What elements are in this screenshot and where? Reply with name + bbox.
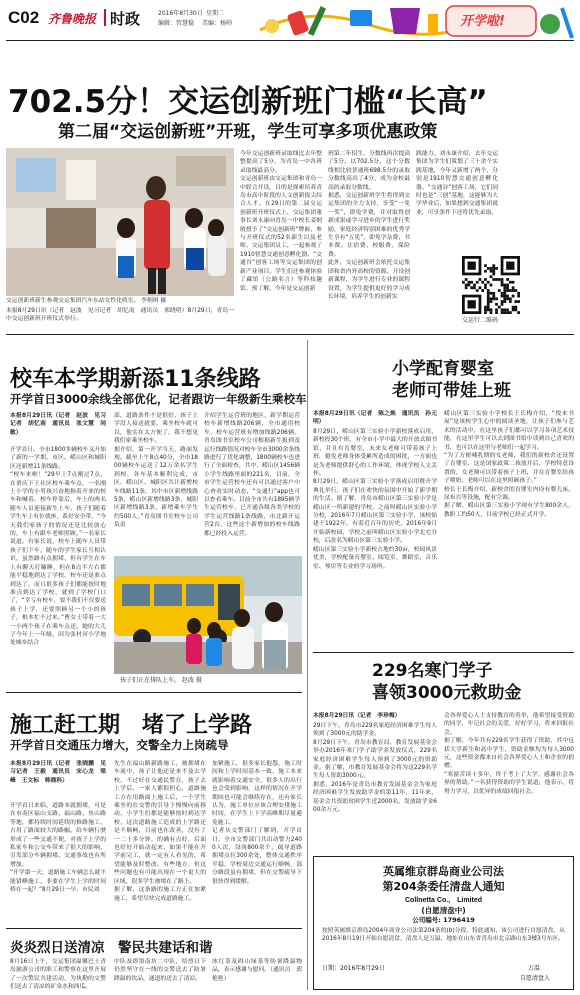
column-divider [307, 340, 308, 990]
aid-column-2: 会各界爱心人士支持教育的善举，他希望接受资助的同学，牢记社会的关爱，好好学习，将来回报社会。 据了解，今年共有229名学生获得了资助，其中包括大学新生和高中学生，资助金额均为每人3000元，这些资金都来自社会各界爱心人士和企业的捐赠。 “寒窗苦读十多年，终于考上了大学，感谢社会各界的帮助。”一名获得资助的学生说道，他表示，将努力学习，以优异的成绩回报社会。 [444, 713, 574, 795]
construction-byline: 本报8月29日讯（记者 张晓鹏 见习记者 王毅 通讯员 宋心龙 梁峰 王文标 韩鼎科） [10, 761, 106, 784]
section-name: 时政 [110, 10, 141, 28]
construction-subheadline: 开学首日交通压力增大，交警全力上岗疏导 [10, 738, 229, 752]
notice-company-cn: (自愿清盘中) [421, 906, 466, 915]
nursery-column-2: 崂山区第三实验小学校长王长梅介绍，“悦来书屋”是该校学生心中的阅读圣地，让孩子们参与艺术的活动中，在这里孩子们都可以学习各项艺术技能，在这里学生可以去到图书馆中读到自己喜欢的书，也可以在这里与老师们一起学习。 “为了方便哺乳期的女老师，我们的新校舍还设置了育婴室，这是国家政策二孩放开后，学校特意设置的，女老师可以带着孩子上班，并在育婴室给孩子喂奶，老师可以在这里照顾孩子。” 校长王长梅介绍，新校舍的育婴室内设有婴儿床、尿布台等设施，配有空调。 据了解，崂山区第三实验小学现有学生800余人，教职工约50人，目前学校已经正式开学。 [444, 411, 574, 518]
bus-photo-caption: 孩子们正在排队上车。 赵波 摄 [120, 677, 202, 684]
bus-photo [114, 556, 302, 674]
notice-signature: 万温 [528, 965, 541, 972]
paper-name: 齐鲁晚报 [48, 12, 97, 26]
lead-subheadline: 第二届“交运创新班”开班，学生可享多项优惠政策 [58, 122, 438, 142]
lead-bottom-rule [6, 334, 574, 335]
bus-bottom-rule [6, 692, 302, 693]
nursery-column-1: 8月29日，崂山区第三实验小学新校落成启用，新校投30个班，有全市小学中最大的开放式图书馆，并且有育婴室，未来女老师可带着孩子上班，避免老师身体受累所造成的困扰，一方面也是为老师提供舒心的工作环境，体现学校人文关怀。 8月29日，崂山区第三实验小学落成启用暨开学典礼举行，孩子们在欢快的氛围中开始了新学期的生活。据了解，青岛市崂山区第三实验小学是崂山区一所新建的学校，之前叫崂山区实验小学分校，2016年7月崂山区第三实验小学，该校始建于1922年，有着近百年的历史，2016年9月开始新校园，学校之前叫崂山区实验小学北宅分校，后改名为崂山区第三实验小学。 崂山区第三实验小学新校占地约30亩，校园风景优美，学校配备育婴室、阅览室、舞蹈室、音乐室、琴房等专业的学习场所。 [313, 429, 437, 570]
aid-column-1: 29日下午，青岛市229名家庭经济困难学生每人领到了3000元的助学金。 8月29日下午，青岛市教育局、教育发展基金会举办2016年寒门学子助学金发放仪式，229名家庭经济困难学生每人领到了3000元的资助金。据了解，市教育发展基金会将为这229名学生每人资助3000元。 据悉，2016年是青岛市教育发展基金会为家庭经济困难学生发放助学金的第11年，11年来，基金会共资助贫困学生近2000名，发放助学金600余万元。 [313, 723, 437, 814]
issue-date: 2016年8月30日 [158, 10, 203, 17]
construction-column-3: 加紧施工，很多家长抱怨，施工时间和上学时间基本一致，施工本来就影响着交通安全，很多人的出行也会受到影响，这样的情况在开学期间也可能会继续存在，还有家长认为，施工单位应该合理安排施工时间，在学生上下学高峰期尽量避免施工。 记者从交警部门了解到，开学首日，全市交警部门共出动警力2400人次，设岗800余个，疏导道路拥堵点位300余处，整体交通秩序平稳，学校周边交通运行顺畅，部分路段虽有拥堵，但在交警疏导下很快得到缓解。 [212, 761, 302, 885]
nursery-headline: 小学配育婴室 老师可带娃上班 [392, 359, 511, 401]
page-header [0, 0, 580, 40]
bus-headline: 校车本学期新添11条线路 [10, 367, 261, 392]
lead-photo-caption: 交运创新班新生参观交运集团汽车东站女性化收室。 李炳琪 摄 [6, 298, 167, 304]
notice-sign-date: 日期：2016年8月29日 [322, 965, 385, 972]
construction-column-1: 开学首日来临，道路本就拥堵，可是在市南区福山支路、福山路、鱼山路等地，都持续时间延续的修路施工，占用了路面较大的路幅，给车辆行驶形成了一些交通不便，对孩子上学的私家车和公交车带来了很大的影响，引发部分车辆拥堵、交通事故也有所增加。 “开学第一天，道路施工车辆怎么就不能错峰施工，非要在学生上学的时间桥在一起？”8月29日一早，市民刘 [10, 803, 106, 894]
bus-subheadline: 开学首日3000余线全部优化，记者跟访一年级新生乘校车 [10, 392, 307, 406]
notice-body: 按照英属维京群岛2004年商业公司法第204条的(b)分段，特此通知，该公司进行自愿清盘，从2016年8月19日开始自愿清盘，清盘人是万温，地址在山东省青岛市北京路山东3楼3号东区。 [322, 928, 565, 943]
banner-text: 开学啦! [460, 14, 505, 29]
notice-company-en: Collnetta Co., Limited [405, 897, 482, 904]
legal-notice [313, 856, 574, 990]
qr-code[interactable] [462, 256, 520, 314]
qr-caption: 交运行二维码 [462, 317, 499, 324]
nursery-bottom-rule [313, 652, 574, 653]
police-column-2: 中队及即墨南坊二中队，给烈日下仍然坚守在一线的交警送去了防暑降温的饮品，通道的送去了清凉。 [114, 959, 206, 982]
lead-photo [6, 148, 234, 296]
aid-headline: 229名寒门学子 喜领3000元救助金 [372, 661, 522, 703]
construction-bottom-rule [6, 928, 302, 929]
bus-column-2: 部，道路条件不是很好，孩子上学没人接送就要，乘坐校车就可以，他实在太方便了，我不想见我们家乘坐校车。 据介绍，第一开学当天，路面发现，截至上午8点40分，全市1800辆校车运送了12万余名学生到校，各车基本顺利完成，市区、崂山区、城阳区共计新增校车线路11条，其中市区新增线路5条，崂山区新增线路3条，城阳区新增线路3条，新增乘车学生约500人。”青岛图书室校车公司负责 [114, 413, 198, 529]
lead-column-3: 班第二年招生，分数线再次提高了5分，以702.5分，这个分数线相比较普通班698.5分的录取分数线高出了4分，成为金校最高的录取分数线。 据悉，交运创新班学生将得到交运集团的全力支持，享受“一免一奖”，即免学费，并对取得创新成果或学习进步的学生进行奖励，家庭经济特别困难的优秀学生享有“五免”，即免学杂费、书本费、住宿费、校服费、保险费。 此外，交运创新班会依托交运集团和省内外高校的资源，开设创新课程，为学生进行专业的课程设置，为学生提供更好的学习成长环境，培养学生的创新实 [328, 151, 410, 300]
construction-column-2: 先生在福山路新路施工，被拥堵在车流中，孩子让他还是来不及去学校，不过好在交通民警在，孩子去上学后，一家人都很担心，道路施工方在用路面上施工后，一个学生乘坐的在交警的引导下慢慢向前移动，小学生们都是能够按时到达学校，这次道路施工造成的上学路还是不顺畅，目前也在改善，没有了一二十多分钟，的确有点好，后面也好好开始动起来，如果不能在开学前完工，就一定有人看见的，希望能够及时整改。有些地方，但这些问题也有可能出现在一个更大的区域，很多学生被堵在了路上。 据了解，这条路的施工方正在加紧施工，希望尽快完成道路施工。 [114, 761, 206, 902]
page-code: C02 [8, 8, 40, 27]
bus-byline: 本报8月29日讯（记者 赵波 见习记者 胡忆南 通讯员 张文慧 同敏） [10, 413, 106, 436]
lead-column-2: 今年交运创新班录取线比去年整整提高了5分，为青岛一中各班录取线最高分。 交运创新班由交运集团和青岛一中联合开设，目的是探索培养青岛市高中阶段的人文创新拔尖综合人才。在29日的第二届交运创新班开班仪式上，交运集团董事长刘永康向青岛一中校长姜炳般授予了“交运创新班”牌匾，参与开班仪式的52名新生以及老师、交运集团员工，一起参观了1910智慧交通创意孵化器、“交通谷”创客工场等交运集团的创新产业项目，学生们还参观体验了藏馆（公路名言）等科技趣馆、预了解，今年是交运创新 [240, 151, 322, 292]
nursery-byline: 本报8月29日讯（记者 陈之焕 通讯员 孙元明） [313, 411, 437, 426]
bus-column-3: 介绍学生运营班的地区，新学期运营校车新增线路206辆，全市通用校车、校车运营班有增加线路206辆。青岛图书室校车公司根据新生报到及运行线路情况对校车全市3000余条线路进行了优化调整，1800辆校车也进行了全面检查，共中，崂山区1456辆小学生线路里面的221名，目前，全市学生运营校车还有可以通过客户中心查看实时动态，“交通行”app也可以查看乘车。目前全市共有1895辆学生运营校车，已开通各级各类学校的学生运营线路1条线路，市北新开运营2台，这些这个新增加的校车线路都已经投入运营。 [204, 413, 300, 537]
police-column-1: 8月16日上午，交运集团温馨巴士青岛旅游公司的职工和警察在这里开展了一次警民共建活动，为执勤的交警们送去了清凉的矿泉水和西瓜。 [10, 959, 106, 991]
notice-title-1: 英属维京群岛商业公司法 [383, 865, 504, 878]
notice-company-no: 公司编号: 1796419 [412, 916, 475, 924]
notice-signature-role: 自愿清盘人 [520, 975, 551, 982]
construction-headline: 施工赶工期 堵了上学路 [10, 713, 253, 738]
police-headline: 炎炎烈日送清凉 警民共建话和谐 [10, 940, 213, 956]
lead-column-4: 践能力。刘永康介绍，去年交运集团为学生们策划了三十余个实践基地，今年又新增了两个，分别是1910智慧交通创意孵化器、“交通谷”创客工场，它们同时也是“三创”基地，这能够为大学毕业后，如果想到交通集团就业，可享条件下还将优先录取。 [416, 151, 498, 216]
lead-headline: 702.5分！交运创新班门槛“长高” [8, 84, 488, 120]
notice-title-2: 第204条委任清盘人通知 [382, 880, 505, 893]
aid-byline: 本报8月29日讯（记者 李珍梅） [313, 713, 401, 719]
issue-weekday: 星期二 [206, 10, 225, 17]
designer-credit: 美编：杨帅 [202, 20, 233, 27]
divider-bar [104, 9, 106, 26]
header-rule [6, 40, 574, 41]
police-column-3: 冰红茶及碍山绿茶等防暑降温物品，表示感谢与慰问。（通讯员 郭艳艳） [212, 959, 302, 982]
bus-column-1: 开学首日，全市1800多辆校车又开始了新的一学期，市区、崂山区和城阳区还新增11条线路。 “校车来啦！”29早上7点刚过7点，在重庆下王社区校车乘车点，一名刚上小学的小男孩兴奋地指着开来的校车和喊着，校车停靠后，车上的两名随车人员迎接新生上车。孩子们随着学生车上有位就座，系好安全带。“今天我们家孩子的情况还是比较放心的，车上有跟车老师照顾。”一名家长说道。有家长说，校车上随车人员带孩子们下车，随车的学生家长互相认识，虽然路有点拥堵，但有学生在车上有聊天打瞌睡，但在8点半左右都能平稳地到达了学校，校车还是准点到达了，而且很多孩子们都能按时地准点到达了学校，就到了学校门口了，“幸亏有校车，要不我们不仅要送孩子上学，还要照顾另一个小的孩子，根本忙不过来。”曹女士带着一大一小两个孩子在乘车点送，她的大儿子今年上一年级，因为张村河小学地处城乡结合 [10, 447, 106, 647]
lead-byline: 本报8月29日讯（记者 赵波 见习记者 胡忆南 通讯员 邢晓明）8月29日，青岛一中交运创新班开班仪式举行。 [6, 308, 234, 323]
editor-credit: 编辑：管慧稳 [158, 20, 195, 27]
